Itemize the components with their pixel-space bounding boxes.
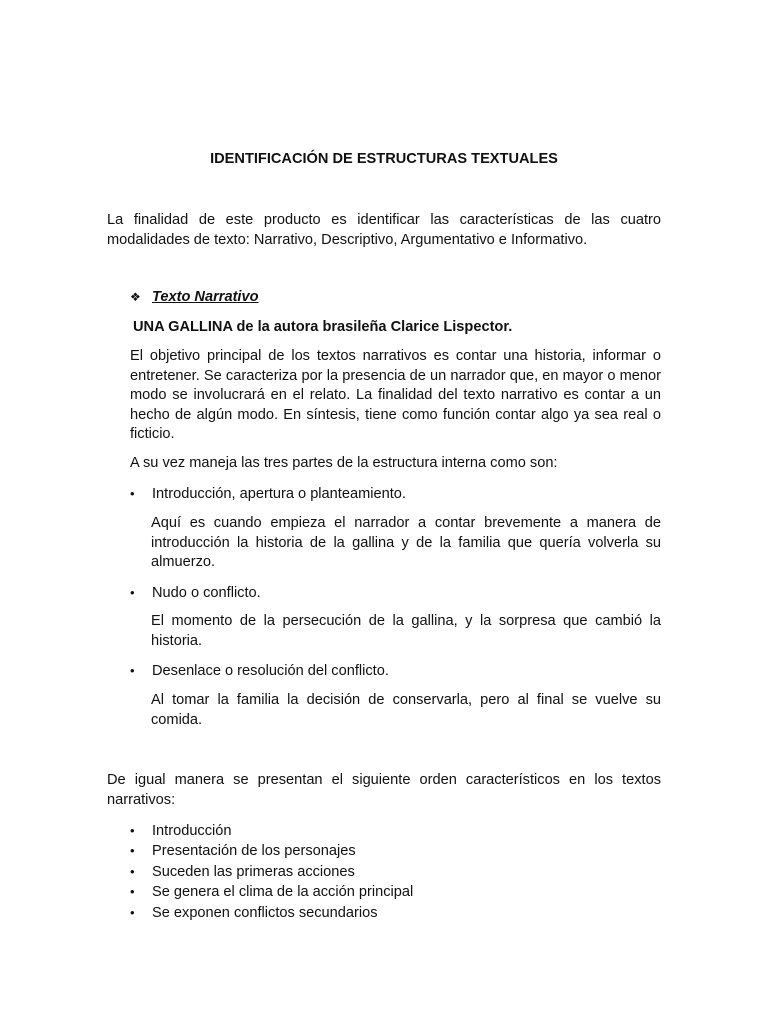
- list-item-label: Introducción: [152, 823, 232, 839]
- structure-part-description: Aquí es cuando empieza el narrador a contar brevemente a manera de introducción la historia de la gallina y de la familia que quería volverla su almuerzo.: [151, 515, 661, 570]
- structure-part-label: Desenlace o resolución del conflicto.: [152, 663, 389, 679]
- section-heading: [130, 288, 259, 306]
- list-item: [130, 903, 413, 923]
- objective-paragraph: El objetivo principal de los textos narrativos es contar una historia, informar o entretener. Se caracteriza por la presencia de un narrador que, en mayor o menor modo se involucrará en el relato. La finalidad del texto narrativo es contar a un hecho de algún modo. En síntesis, tiene como función contar algo ya sea real o ficticio.: [130, 348, 661, 442]
- structure-part-label: Nudo o conflicto.: [152, 585, 261, 601]
- structure-part-label: Introducción, apertura o planteamiento.: [152, 486, 406, 502]
- bullet-icon: •: [130, 663, 135, 678]
- list-item-label: Suceden las primeras acciones: [152, 863, 355, 880]
- list-item-label: Se exponen conflictos secundarios: [152, 904, 378, 921]
- bullet-icon: •: [130, 863, 135, 879]
- structure-part-item: [130, 485, 661, 503]
- structure-part-item: [130, 662, 661, 680]
- diamond-bullet-icon: ❖: [130, 290, 141, 304]
- list-item: [130, 862, 413, 882]
- list-item-label: Presentación de los personajes: [152, 843, 356, 860]
- bullet-icon: •: [130, 884, 135, 900]
- bullet-icon: •: [130, 486, 135, 501]
- list-item-label: Se genera el clima de la acción principal: [152, 884, 414, 901]
- structure-part-description: El momento de la persecución de la gallina, y la sorpresa que cambió la historia.: [151, 613, 661, 649]
- structure-intro-paragraph: A su vez maneja las tres partes de la estructura interna como son:: [130, 455, 558, 471]
- order-list: [130, 821, 413, 923]
- section-heading-label: Texto Narrativo: [152, 289, 259, 305]
- bullet-icon: •: [130, 585, 135, 600]
- list-item: [130, 821, 413, 841]
- list-item: [130, 841, 413, 861]
- document-title: IDENTIFICACIÓN DE ESTRUCTURAS TEXTUALES: [210, 151, 558, 167]
- story-title: UNA GALLINA de la autora brasileña Clarice Lispector.: [133, 319, 513, 335]
- bullet-icon: •: [130, 823, 135, 838]
- list-item: [130, 882, 413, 902]
- intro-paragraph: La finalidad de este producto es identificar las características de las cuatro modalidades de texto: Narrativo, Descriptivo, Argumentativo e Informativo.: [107, 212, 661, 248]
- order-paragraph: De igual manera se presentan el siguiente orden característicos en los textos narrativos:: [107, 772, 661, 808]
- bullet-icon: •: [130, 843, 135, 859]
- structure-part-description: Al tomar la familia la decisión de conservarla, pero al final se vuelve su comida.: [151, 692, 661, 728]
- bullet-icon: •: [130, 904, 135, 920]
- structure-part-item: [130, 584, 661, 602]
